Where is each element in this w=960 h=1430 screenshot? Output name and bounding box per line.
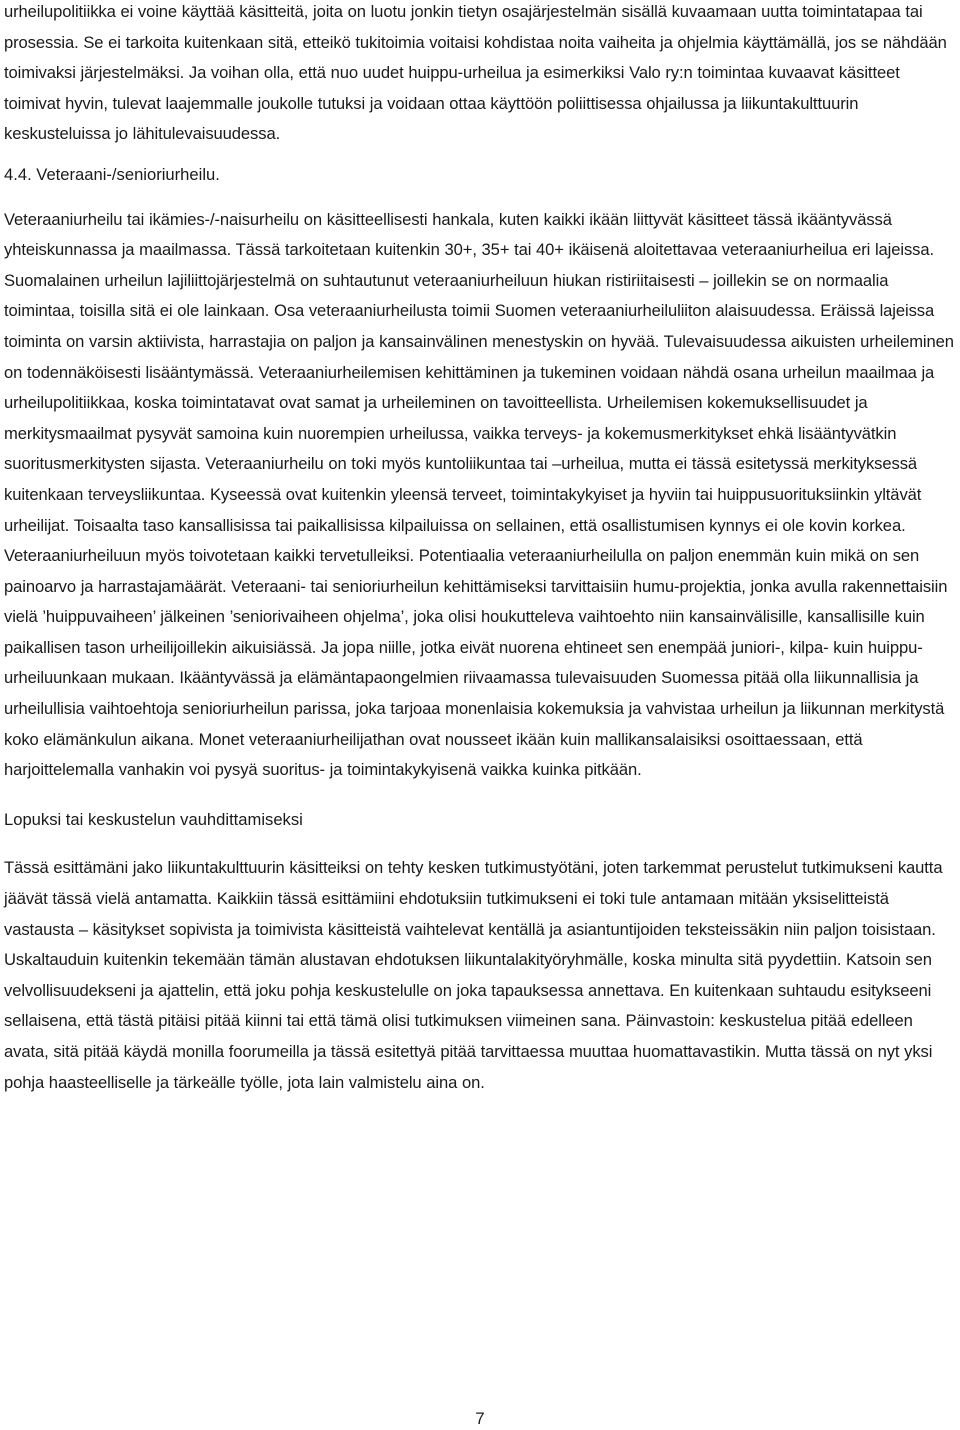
page-number: 7 <box>475 1409 485 1428</box>
section-heading: 4.4. Veteraani-/senioriurheilu. <box>4 164 220 184</box>
document-page <box>4 0 958 1098</box>
continued-paragraph: urheilupolitiikka ei voine käyttää käsitteitä, joita on luotu jonkin tietyn osajärjestelmän sisällä kuvaamaan uutta toimintatapaa tai prosessia. Se ei tarkoita kuitenkaan sitä, etteikö tukitoimia voitaisi kohdistaa noita vaiheita ja ohjelmia käyttämällä, jos se nähdään toimivaksi järjestelmäksi. Ja voihan olla, että nuo uudet huippu-urheilua ja esimerkiksi Valo ry:n toimintaa kuvaavat käsitteet toimivat hyvin, tulevat laajemmalle joukolle tutuksi ja voidaan ottaa käyttöön poliittisessa ohjailussa ja liikuntakulttuurin keskusteluissa jo lähitulevaisuudessa. <box>4 2 947 144</box>
closing-heading: Lopuksi tai keskustelun vauhdittamiseksi <box>4 809 303 829</box>
section-paragraph: Veteraaniurheilu tai ikämies-/-naisurheilu on käsitteellisesti hankala, kuten kaikki ikään liittyvät käsitteet tässä ikääntyvässä yhteiskunnassa ja maailmassa. Tässä tarkoitetaan kuitenkin 30+, 35+ tai 40+ ikäisenä aloitettavaa veteraaniurheilua eri lajeissa. Suomalainen urheilun lajiliittojärjestelmä on suhtautunut veteraaniurheiluun hiukan ristiriitaisesti – joillekin se on normaalia toimintaa, toisilla sitä ei ole lainkaan. Osa veteraaniurheilusta toimii Suomen veteraaniurheiluliiton alaisuudessa. Eräissä lajeissa toiminta on varsin aktiivista, harrastajia on paljon ja kansainvälinen menestyskin on hyvää. Tulevaisuudessa aikuisten urheileminen on todennäköisesti lisääntymässä. Veteraaniurheilemisen kehittäminen ja tukeminen voidaan nähdä osana urheilun maailmaa ja urheilupolitiikkaa, koska toimintatavat ovat samat ja urheileminen on tavoitteellista. Urheilemisen kokemuksellisuudet ja merkitysmaailmat pysyvät samoina kuin nuorempien urheilussa, vaikka terveys- ja kokemusmerkitykset ehkä lisääntyvätkin suoritusmerkitysten sijasta. Veteraaniurheilu on toki myös kuntoliikuntaa tai –urheilua, mutta ei tässä esitetyssä merkityksessä kuitenkaan terveysliikuntaa. Kyseessä ovat kuitenkin yleensä terveet, toimintakykyiset ja hyviin tai huippusuorituksiinkin yltävät urheilijat. Toisaalta taso kansallisissa tai paikallisissa kilpailuissa on sellainen, että osallistumisen kynnys ei ole kovin korkea. Veteraaniurheiluun myös toivotetaan kaikki tervetulleiksi. Potentiaalia veteraaniurheilulla on paljon enemmän kuin mikä on sen painoarvo ja harrastajamäärät. Veteraani- tai senioriurheilun kehittämiseksi tarvittaisiin humu-projektia, jonka avulla rakennettaisiin vielä ’huippuvaiheen’ jälkeinen ’seniorivaiheen ohjelma’, joka olisi houkutteleva vaihtoehto niin kansainvälisille, kansallisille kuin paikallisen tason urheilijoillekin aikuisiässä. Ja jopa niille, jotka eivät nuorena ehtineet sen enempää juniori-, kilpa- kuin huippu-urheiluunkaan mukaan. Ikääntyvässä ja elämäntapaongelmien riivaamassa tulevaisuuden Suomessa pitää olla liikunnallisia ja urheilullisia vaihtoehtoja senioriurheilun parissa, joka tarjoaa monenlaisia kokemuksia ja vahvistaa urheilun ja liikunnan merkitystä koko elämänkulun aikana. Monet veteraaniurheilijathan ovat nousseet ikään kuin mallikansalaisiksi osoittaessaan, että harjoittelemalla vanhakin voi pysyä suoritus- ja toimintakykyisenä vaikka kuinka pitkään. <box>4 209 954 780</box>
closing-paragraph: Tässä esittämäni jako liikuntakulttuurin käsitteiksi on tehty kesken tutkimustyötäni, joten tarkemmat perustelut tutkimukseni kautta jäävät tässä vielä antamatta. Kaikkiin tässä esittämiini ehdotuksiin tutkimukseni ei toki tule antamaan mitään yksiselitteistä vastausta – käsitykset sopivista ja toimivista käsitteistä vaihtelevat kentällä ja asiantuntijoiden teksteissäkin niin paljon toisistaan. Uskaltauduin kuitenkin tekemään tämän alustavan ehdotuksen liikuntalakityöryhmälle, koska minulta sitä pyydettiin. Katsoin sen velvollisuudekseni ja ajattelin, että joku pohja keskustelulle on joka tapauksessa annettava. En kuitenkaan suhtaudu esitykseeni sellaisena, että tästä pitäisi pitää kiinni tai että tämä olisi tutkimuksen viimeinen sana. Päinvastoin: keskustelua pitää edelleen avata, sitä pitää käydä monilla foorumeilla ja tässä esitettyä pitää tarvittaessa muuttaa huomattavastikin. Mutta tässä on nyt yksi pohja haasteelliselle ja tärkeälle työlle, jota lain valmistelu aina on. <box>4 858 943 1092</box>
